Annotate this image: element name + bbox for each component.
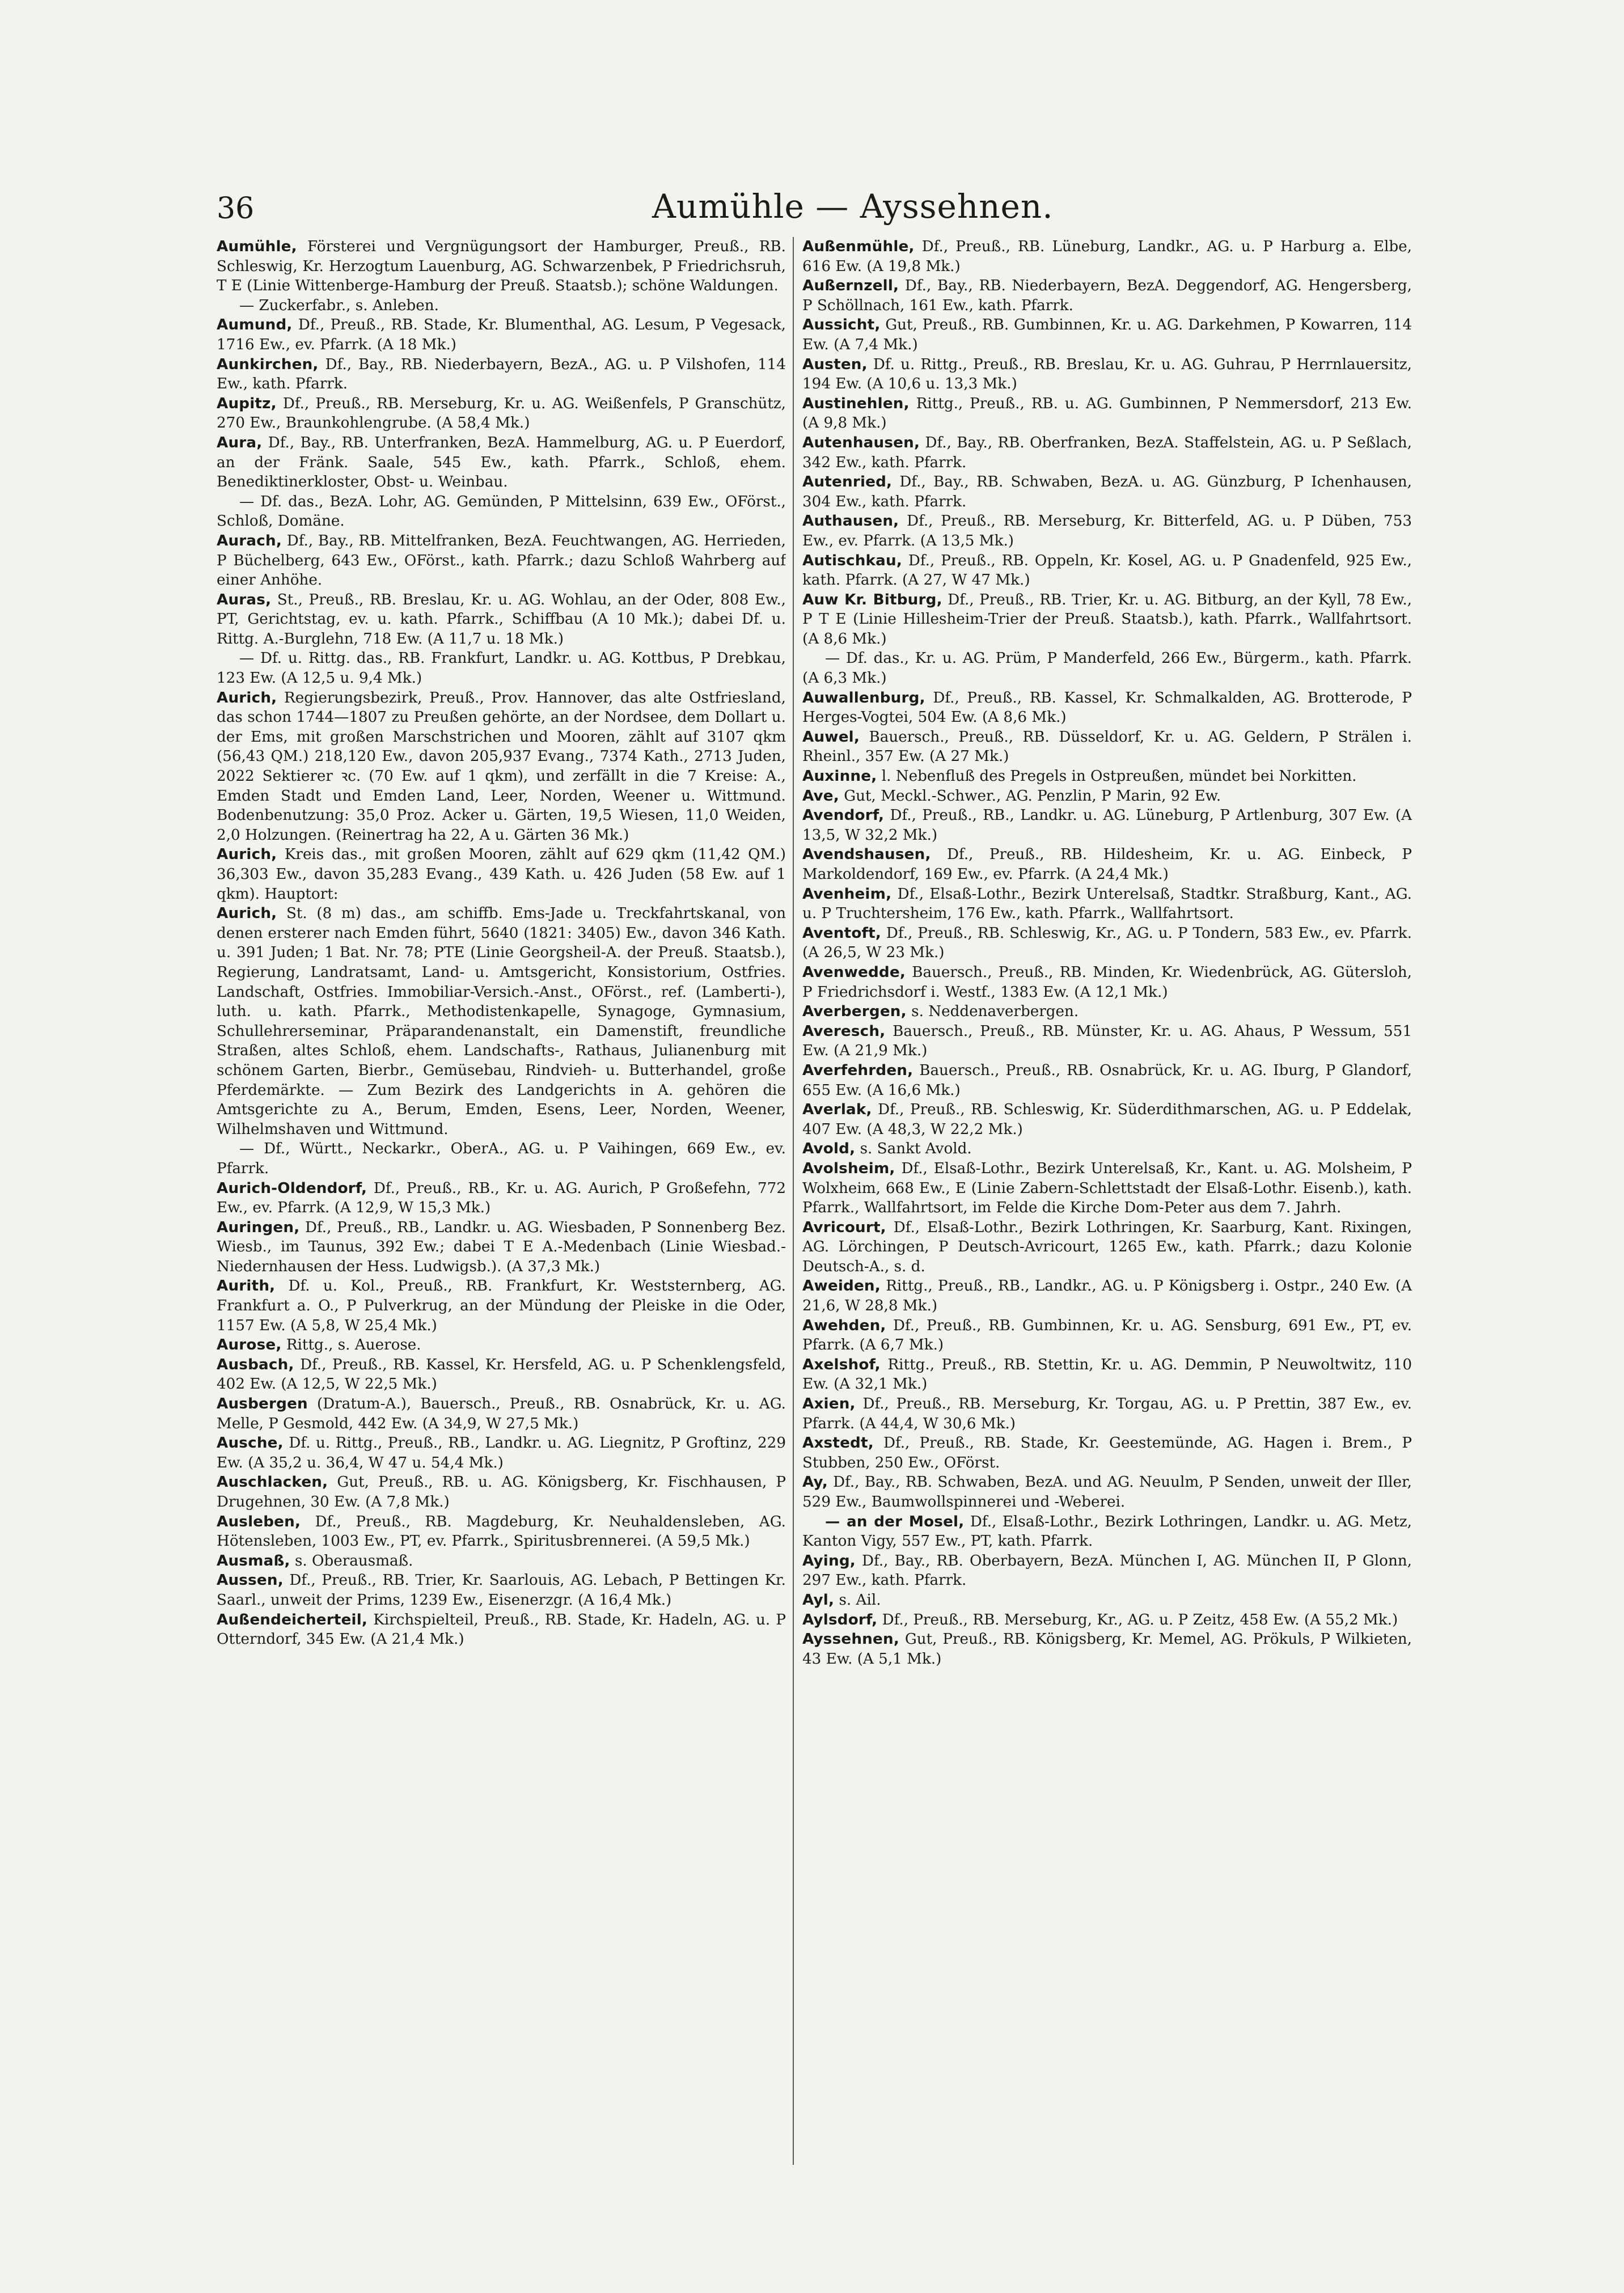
gazetteer-entry — [217, 315, 786, 354]
gazetteer-entry — [802, 551, 1412, 590]
gazetteer-entry — [217, 1139, 786, 1178]
entry-text: Df., Preuß., RB., Landkr. u. AG. Lüneburg, P Artlenburg, 307 Ew. (A 13,5, W 32,2 Mk.) — [802, 807, 1412, 844]
entry-headword: Aumühle, — [217, 238, 297, 255]
gazetteer-entry — [217, 433, 786, 492]
entry-text: Rittg., Preuß., RB. Stettin, Kr. u. AG. Demmin, P Neuwoltwitz, 110 Ew. (A 32,1 Mk.) — [802, 1356, 1412, 1393]
entry-headword: Averesch, — [802, 1022, 886, 1040]
gazetteer-entry — [802, 1610, 1412, 1630]
gazetteer-entry — [217, 394, 786, 433]
gazetteer-entry — [217, 688, 786, 845]
entry-headword: Ausche, — [217, 1435, 284, 1452]
entry-headword: Axien, — [802, 1395, 856, 1413]
entry-headword: Auwallenburg, — [802, 689, 925, 706]
entry-headword: Axelshof, — [802, 1356, 881, 1373]
entry-text: Df., Preuß., RB., Landkr. u. AG. Wiesbaden, P Sonnenberg Bez. Wiesb., im Taunus, 392 Ew.; dabei T E A.-Medenbach (Linie Wiesbad.-Niedernhausen der Hess. Ludwigsb.). (A 37,3 Mk.) — [217, 1219, 786, 1275]
entry-text: Df., Bay., RB. Mittelfranken, BezA. Feuchtwangen, AG. Herrieden, P Büchelberg, 643 Ew., OFörst., kath. Pfarrk.; dazu Schloß Wahrberg auf einer Anhöhe. — [217, 532, 786, 589]
entry-headword: Averfehrden, — [802, 1061, 914, 1079]
gazetteer-entry — [802, 1061, 1412, 1100]
entry-text: Df. u. Rittg., Preuß., RB., Landkr. u. AG. Liegnitz, P Groftinz, 229 Ew. (A 35,2 u. 36,4, W 47 u. 54,4 Mk.) — [217, 1435, 786, 1471]
entry-headword: Auw Kr. Bitburg, — [802, 591, 942, 608]
gazetteer-entry — [802, 786, 1412, 806]
gazetteer-entry — [802, 649, 1412, 688]
entry-text: — Df., Württ., Neckarkr., OberA., AG. u. P Vaihingen, 669 Ew., ev. Pfarrk. — [217, 1140, 786, 1177]
entry-headword: Aussen, — [217, 1572, 284, 1589]
gazetteer-entry — [802, 924, 1412, 963]
entry-headword: Autenried, — [802, 473, 893, 491]
gazetteer-entry — [802, 1394, 1412, 1433]
entry-text: — Df. das., BezA. Lohr, AG. Gemünden, P Mittelsinn, 639 Ew., OFörst., Schloß, Domäne. — [217, 493, 786, 530]
entry-text: Df., Preuß., RB. Stade, Kr. Blumenthal, AG. Lesum, P Vegesack, 1716 Ew., ev. Pfarrk. (A 18 Mk.) — [217, 316, 786, 353]
entry-text: Bauersch., Preuß., RB. Düsseldorf, Kr. u. AG. Geldern, P Strälen i. Rheinl., 357 Ew. (A 27 Mk.) — [802, 728, 1412, 765]
entry-text: Df., Preuß., RB. Trier, Kr. Saarlouis, AG. Lebach, P Bettingen Kr. Saarl., unweit der Prims, 1239 Ew., Eisenerzgr. (A 16,4 Mk.) — [217, 1572, 786, 1609]
entry-text: Df., Preuß., RB. Merseburg, Kr., AG. u. P Zeitz, 458 Ew. (A 55,2 Mk.) — [877, 1611, 1398, 1628]
gazetteer-entry — [217, 1551, 786, 1571]
entry-text: Rittg., Preuß., RB. u. AG. Gumbinnen, P Nemmersdorf, 213 Ew. (A 9,8 Mk.) — [802, 395, 1412, 432]
entry-headword: Austen, — [802, 356, 868, 373]
gazetteer-entry — [802, 355, 1412, 394]
gazetteer-entry — [217, 845, 786, 904]
gazetteer-entry — [217, 1610, 786, 1649]
entry-text: Df., Bay., RB. Niederbayern, BezA. Deggendorf, AG. Hengersberg, P Schöllnach, 161 Ew., kath. Pfarrk. — [802, 277, 1412, 314]
gazetteer-entry — [217, 1394, 786, 1433]
entry-text: Bauersch., Preuß., RB. Minden, Kr. Wiedenbrück, AG. Gütersloh, P Friedrichsdorf i. Westf., 1383 Ew. (A 12,1 Mk.) — [802, 963, 1412, 1001]
entry-text: Df., Preuß., RB., Kr. u. AG. Aurich, P Großefehn, 772 Ew., ev. Pfarrk. (A 12,9, W 15,3 Mk.) — [217, 1179, 786, 1217]
gazetteer-entry — [802, 1139, 1412, 1159]
running-head: Aumühle — Ayssehnen. — [652, 187, 1054, 226]
entry-headword: Aurith, — [217, 1277, 276, 1295]
entry-headword: Ausleben, — [217, 1513, 301, 1530]
entry-text: Df., Bay., RB. Schwaben, BezA. und AG. Neuulm, P Senden, unweit der Iller, 529 Ew., Baumwollspinnerei und -Weberei. — [802, 1474, 1412, 1511]
gazetteer-entry — [802, 1473, 1412, 1512]
gazetteer-entry — [217, 355, 786, 394]
entry-headword: Aura, — [217, 434, 263, 451]
entry-text: Försterei und Vergnügungsort der Hamburger, Preuß., RB. Schleswig, Kr. Herzogtum Lauenburg, AG. Schwarzenbek, P Friedrichsruh, T E (Linie Wittenberge-Hamburg der Preuß. Staatsb.); schöne Waldungen. — [217, 238, 786, 295]
gazetteer-entry — [802, 315, 1412, 354]
entry-text: Df., Preuß., RB. Merseburg, Kr. Torgau, AG. u. P Prettin, 387 Ew., ev. Pfarrk. (A 44,4, W 30,6 Mk.) — [802, 1395, 1412, 1432]
right-column — [802, 237, 1412, 2193]
entry-text: St. (8 m) das., am schiffb. Ems-Jade u. Treckfahrtskanal, von denen ersterer nach Emden führt, 5640 (1821: 3405) Ew., davon 346 Kath. u. 391 Juden; 1 Bat. Nr. 78; PTE (Linie Georgsheil-A. der Preuß. Staatsb.), Regierung, Landratsamt, Land- u. Amtsgericht, Konsistorium, Ostfries. Landschaft, Ostfries. Immobiliar-Versich.-Anst., OFörst., ref. (Lamberti-), luth. u. kath. Pfarrk., Methodistenkapelle, Synagoge, Gymnasium, Schullehrerseminar, Präparandenanstalt, ein Damenstift, freundliche Straßen, altes Schloß, ehem. Landschafts-, Rathaus, Julianenburg mit schönem Garten, Bierbr., Gemüsebau, Rindvieh- u. Butterhandel, große Pferdemärkte. — Zum Bezirk des Landgerichts in A. gehören die Amtsgerichte zu A., Berum, Emden, Esens, Leer, Norden, Weener, Wilhelmshaven und Wittmund. — [217, 905, 786, 1138]
gazetteer-entry — [217, 1218, 786, 1277]
entry-headword: Aying, — [802, 1552, 856, 1569]
entry-text: s. Neddenaverbergen. — [906, 1003, 1079, 1021]
entry-headword: Axstedt, — [802, 1435, 874, 1452]
gazetteer-entry — [802, 237, 1412, 276]
entry-text: Gut, Preuß., RB. Gumbinnen, Kr. u. AG. Darkehmen, P Kowarren, 114 Ew. (A 7,4 Mk.) — [802, 316, 1412, 353]
entry-headword: Außendeicherteil, — [217, 1611, 368, 1628]
entry-text: Df., Preuß., RB. Merseburg, Kr. u. AG. Weißenfels, P Granschütz, 270 Ew., Braunkohlengrube. (A 58,4 Mk.) — [217, 395, 786, 432]
gazetteer-entry — [802, 1002, 1412, 1022]
gazetteer-entry — [217, 1355, 786, 1394]
entry-headword: Ausbergen — [217, 1395, 308, 1413]
gazetteer-entry — [217, 904, 786, 1139]
entry-text: Df., Preuß., RB. Merseburg, Kr. Bitterfeld, AG. u. P Düben, 753 Ew., ev. Pfarrk. (A 13,5 Mk.) — [802, 513, 1412, 549]
entry-text: — Df. u. Rittg. das., RB. Frankfurt, Landkr. u. AG. Kottbus, P Drebkau, 123 Ew. (A 12,5 u. 9,4 Mk.) — [217, 650, 786, 687]
entry-headword: Ave, — [802, 787, 839, 805]
entry-headword: Avold, — [802, 1140, 856, 1158]
entry-headword: Ayssehnen, — [802, 1631, 899, 1648]
entry-text: Gut, Preuß., RB. u. AG. Königsberg, Kr. Fischhausen, P Drugehnen, 30 Ew. (A 7,8 Mk.) — [217, 1474, 786, 1511]
entry-headword: Auras, — [217, 591, 272, 608]
entry-text: Bauersch., Preuß., RB. Osnabrück, Kr. u. AG. Iburg, P Glandorf, 655 Ew. (A 16,6 Mk.) — [802, 1061, 1412, 1099]
entry-text: Df., Preuß., RB. Schleswig, Kr. Süderdithmarschen, AG. u. P Eddelak, 407 Ew. (A 48,3, W 22,2 Mk.) — [802, 1101, 1412, 1138]
entry-text: Df., Preuß., RB. Magdeburg, Kr. Neuhaldensleben, AG. Hötensleben, 1003 Ew., PT, ev. Pfarrk., Spiritusbrennerei. (A 59,5 Mk.) — [217, 1513, 786, 1550]
entry-headword: Avricourt, — [802, 1219, 886, 1236]
gazetteer-entry — [802, 276, 1412, 315]
gazetteer-entry — [802, 472, 1412, 511]
entry-headword: Autischkau, — [802, 552, 903, 569]
gazetteer-entry — [217, 649, 786, 688]
entry-headword: Authausen, — [802, 513, 899, 530]
entry-headword: Auschlacken, — [217, 1474, 328, 1491]
entry-text: Df., Bay., RB. Oberbayern, BezA. München I, AG. München II, P Glonn, 297 Ew., kath. Pfarrk. — [802, 1552, 1412, 1589]
gazetteer-entry — [802, 511, 1412, 551]
gazetteer-entry — [217, 1335, 786, 1355]
gazetteer-entry — [217, 531, 786, 590]
entry-headword: Auxinne, — [802, 768, 877, 785]
entry-headword: Aussicht, — [802, 316, 881, 334]
entry-text: s. Sankt Avold. — [855, 1140, 972, 1158]
gazetteer-entry — [217, 1571, 786, 1610]
entry-headword: Awehden, — [802, 1317, 886, 1334]
gazetteer-entry — [802, 433, 1412, 472]
entry-text: Df., Elsaß-Lothr., Bezirk Unterelsaß, Stadtkr. Straßburg, Kant., AG. u. P Truchtersheim, 176 Ew., kath. Pfarrk., Wallfahrtsort. — [802, 885, 1412, 923]
entry-headword: Aurach, — [217, 532, 282, 549]
entry-headword: Ayl, — [802, 1591, 835, 1609]
entry-headword: Avenwedde, — [802, 963, 906, 981]
gazetteer-entry — [217, 1512, 786, 1551]
gazetteer-entry — [802, 1512, 1412, 1551]
entry-text: Gut, Meckl.-Schwer., AG. Penzlin, P Marin, 92 Ew. — [839, 787, 1221, 805]
gazetteer-entry — [217, 1276, 786, 1335]
entry-headword: Aurich-Oldendorf, — [217, 1179, 367, 1197]
gazetteer-entry — [802, 1022, 1412, 1061]
entry-headword: Aupitz, — [217, 395, 277, 412]
entry-headword: Auwel, — [802, 728, 860, 746]
entry-text: Df. u. Kol., Preuß., RB. Frankfurt, Kr. Weststernberg, AG. Frankfurt a. O., P Pulverkrug, an der Mündung der Pleiske in die Oder, 1157 Ew. (A 5,8, W 25,4 Mk.) — [217, 1277, 786, 1334]
entry-headword: Avolsheim, — [802, 1160, 895, 1177]
entry-text: Gut, Preuß., RB. Königsberg, Kr. Memel, AG. Prökuls, P Wilkieten, 43 Ew. (A 5,1 Mk.) — [802, 1631, 1412, 1668]
entry-text: Df. u. Rittg., Preuß., RB. Breslau, Kr. u. AG. Guhrau, P Herrnlauersitz, 194 Ew. (A 10,6 u. 13,3 Mk.) — [802, 356, 1412, 393]
gazetteer-entry — [802, 885, 1412, 924]
entry-text: Df., Preuß., RB. Trier, Kr. u. AG. Bitburg, an der Kyll, 78 Ew., P T E (Linie Hillesheim-Trier der Preuß. Staatsb.), kath. Pfarrk., Wallfahrtsort. (A 8,6 Mk.) — [802, 591, 1412, 648]
gazetteer-entry — [802, 1433, 1412, 1473]
gazetteer-entry — [802, 1551, 1412, 1590]
entry-text: Df., Preuß., RB. Lüneburg, Landkr., AG. u. P Harburg a. Elbe, 616 Ew. (A 19,8 Mk.) — [802, 238, 1412, 275]
entry-text: Df., Bay., RB. Oberfranken, BezA. Staffelstein, AG. u. P Seßlach, 342 Ew., kath. Pfarrk. — [802, 434, 1412, 471]
entry-headword: Außenmühle, — [802, 238, 915, 255]
page-number: 36 — [217, 192, 255, 226]
gazetteer-entry — [802, 590, 1412, 649]
gazetteer-entry — [802, 806, 1412, 845]
column-divider — [793, 237, 794, 2165]
gazetteer-entry — [217, 237, 786, 296]
entry-headword: Aylsdorf, — [802, 1611, 878, 1628]
entry-text: Rittg., s. Auerose. — [281, 1336, 421, 1354]
gazetteer-entry — [802, 1316, 1412, 1355]
gazetteer-entry — [217, 296, 786, 316]
gazetteer-entry — [802, 767, 1412, 786]
entry-text: Rittg., Preuß., RB., Landkr., AG. u. P Königsberg i. Ostpr., 240 Ew. (A 21,6, W 28,8 Mk.) — [802, 1277, 1412, 1315]
gazetteer-entry — [802, 1630, 1412, 1669]
entry-headword: Aweiden, — [802, 1277, 881, 1295]
gazetteer-entry — [802, 1590, 1412, 1610]
entry-text: Df., Bay., RB. Unterfranken, BezA. Hammelburg, AG. u. P Euerdorf, an der Fränk. Saale, 545 Ew., kath. Pfarrk., Schloß, ehem. Benediktinerkloster, Obst- u. Weinbau. — [217, 434, 786, 491]
gazetteer-entry — [217, 1179, 786, 1218]
entry-text: Df., Elsaß-Lothr., Bezirk Lothringen, Kr. Saarburg, Kant. Rixingen, AG. Lörchingen, P Deutsch-Avricourt, 1265 Ew., kath. Pfarrk.; dazu Kolonie Deutsch-A., s. d. — [802, 1219, 1412, 1275]
entry-text: Df., Preuß., RB. Hildesheim, Kr. u. AG. Einbeck, P Markoldendorf, 169 Ew., ev. Pfarrk. (A 24,4 Mk.) — [802, 846, 1412, 883]
entry-headword: Aventoft, — [802, 924, 881, 942]
entry-text: Df., Elsaß-Lothr., Bezirk Unterelsaß, Kr., Kant. u. AG. Molsheim, P Wolxheim, 668 Ew., E (Linie Zabern-Schlettstadt der Elsaß-Lothr. Eisenb.), kath. Pfarrk., Wallfahrtsort, im Felde die Kirche Dom-Peter aus dem 7. Jahrh. — [802, 1160, 1412, 1217]
entry-text: s. Oberausmaß. — [290, 1552, 413, 1569]
entry-text: — Df. das., Kr. u. AG. Prüm, P Manderfeld, 266 Ew., Bürgerm., kath. Pfarrk. (A 6,3 Mk.) — [802, 650, 1412, 687]
entry-headword: Ay, — [802, 1474, 828, 1491]
entry-headword: Avenheim, — [802, 885, 892, 903]
gazetteer-entry — [802, 963, 1412, 1002]
entry-text: l. Nebenfluß des Pregels in Ostpreußen, mündet bei Norkitten. — [877, 768, 1357, 785]
entry-headword: Avendshausen, — [802, 846, 931, 864]
entry-text: St., Preuß., RB. Breslau, Kr. u. AG. Wohlau, an der Oder, 808 Ew., PT, Gerichtstag, ev. u. kath. Pfarrk., Schiffbau (A 10 Mk.); dabei Df. u. Rittg. A.-Burglehn, 718 Ew. (A 11,7 u. 18 Mk.) — [217, 591, 786, 648]
gazetteer-entry — [217, 1433, 786, 1473]
entry-text: Df., Elsaß-Lothr., Bezirk Lothringen, Landkr. u. AG. Metz, Kanton Vigy, 557 Ew., PT, kath. Pfarrk. — [802, 1513, 1412, 1550]
left-column — [217, 237, 786, 2193]
entry-headword: Aumund, — [217, 316, 293, 334]
entry-headword: Außernzell, — [802, 277, 899, 295]
entry-headword: Averlak, — [802, 1101, 872, 1119]
entry-text: Df., Preuß., RB. Kassel, Kr. Schmalkalden, AG. Brotterode, P Herges-Vogtei, 504 Ew. (A 8,6 Mk.) — [802, 689, 1412, 726]
gazetteer-entry — [802, 1276, 1412, 1315]
entry-text: Kreis das., mit großen Mooren, zählt auf 629 qkm (11,42 QM.) 36,303 Ew., davon 35,283 Evang., 439 Kath. u. 426 Juden (58 Ew. auf 1 qkm). Hauptort: — [217, 846, 786, 903]
entry-headword: Aurich, — [217, 689, 277, 706]
gazetteer-entry — [217, 590, 786, 649]
entry-text: s. Ail. — [834, 1591, 881, 1609]
gazetteer-entry — [802, 727, 1412, 767]
entry-headword: Avendorf, — [802, 807, 885, 824]
entry-text: Df., Preuß., RB. Stade, Kr. Geestemünde, AG. Hagen i. Brem., P Stubben, 250 Ew., OFörst. — [802, 1435, 1412, 1471]
entry-text: Df., Preuß., RB. Gumbinnen, Kr. u. AG. Sensburg, 691 Ew., PT, ev. Pfarrk. (A 6,7 Mk.) — [802, 1317, 1412, 1354]
entry-text: Df., Preuß., RB. Kassel, Kr. Hersfeld, AG. u. P Schenklengsfeld, 402 Ew. (A 12,5, W 22,5 Mk.) — [217, 1356, 786, 1393]
entry-headword: Auringen, — [217, 1219, 300, 1236]
entry-text: Df., Preuß., RB. Oppeln, Kr. Kosel, AG. u. P Gnadenfeld, 925 Ew., kath. Pfarrk. (A 27, W 47 Mk.) — [802, 552, 1412, 589]
gazetteer-entry — [802, 394, 1412, 433]
entry-text: Kirchspielteil, Preuß., RB. Stade, Kr. Hadeln, AG. u. P Otterndorf, 345 Ew. (A 21,4 Mk.) — [217, 1611, 786, 1648]
entry-text: Regierungsbezirk, Preuß., Prov. Hannover, das alte Ostfriesland, das schon 1744—1807 zu Preußen gehörte, an der Nordsee, dem Dollart u. der Ems, mit großen Marschstrichen und Mooren, zählt auf 3107 qkm (56,43 QM.) 218,120 Ew., davon 205,937 Evang., 7374 Kath., 2713 Juden, 2022 Sektierer ꝛc. (70 Ew. auf 1 qkm), und zerfällt in die 7 Kreise: A., Emden Stadt und Emden Land, Leer, Norden, Weener u. Wittmund. Bodenbenutzung: 35,0 Proz. Acker u. Gärten, 19,5 Wiesen, 11,0 Weiden, 2,0 Holzungen. (Reinertrag ha 22, A u. Gärten 36 Mk.) — [217, 689, 786, 844]
gazetteer-entry — [802, 1159, 1412, 1218]
entry-text: Df., Preuß., RB. Schleswig, Kr., AG. u. P Tondern, 583 Ew., ev. Pfarrk. (A 26,5, W 23 Mk.) — [802, 924, 1412, 962]
entry-headword: Aurich, — [217, 905, 277, 923]
entry-headword: Aurich, — [217, 846, 277, 864]
entry-headword: Ausbach, — [217, 1356, 294, 1373]
gazetteer-entry — [802, 1100, 1412, 1139]
entry-headword: Ausmaß, — [217, 1552, 290, 1569]
entry-headword: Averbergen, — [802, 1003, 907, 1021]
entry-text: Bauersch., Preuß., RB. Münster, Kr. u. AG. Ahaus, P Wessum, 551 Ew. (A 21,9 Mk.) — [802, 1022, 1412, 1060]
gazetteer-entry — [802, 845, 1412, 884]
entry-text: (Dratum-A.), Bauersch., Preuß., RB. Osnabrück, Kr. u. AG. Melle, P Gesmold, 442 Ew. (A 34,9, W 27,5 Mk.) — [217, 1395, 786, 1432]
entry-text: Df., Bay., RB. Niederbayern, BezA., AG. u. P Vilshofen, 114 Ew., kath. Pfarrk. — [217, 356, 786, 393]
entry-headword: — an der Mosel, — [825, 1513, 965, 1530]
gazetteer-entry — [217, 1473, 786, 1512]
gazetteer-entry — [802, 1355, 1412, 1394]
entry-headword: Aunkirchen, — [217, 356, 319, 373]
entry-text: — Zuckerfabr., s. Anleben. — [239, 297, 439, 314]
entry-headword: Austinehlen, — [802, 395, 910, 412]
gazetteer-entry — [802, 688, 1412, 727]
entry-text: Df., Bay., RB. Schwaben, BezA. u. AG. Günzburg, P Ichenhausen, 304 Ew., kath. Pfarrk. — [802, 473, 1412, 510]
entry-headword: Autenhausen, — [802, 434, 920, 451]
gazetteer-entry — [802, 1218, 1412, 1277]
entry-headword: Aurose, — [217, 1336, 282, 1354]
gazetteer-entry — [217, 492, 786, 531]
